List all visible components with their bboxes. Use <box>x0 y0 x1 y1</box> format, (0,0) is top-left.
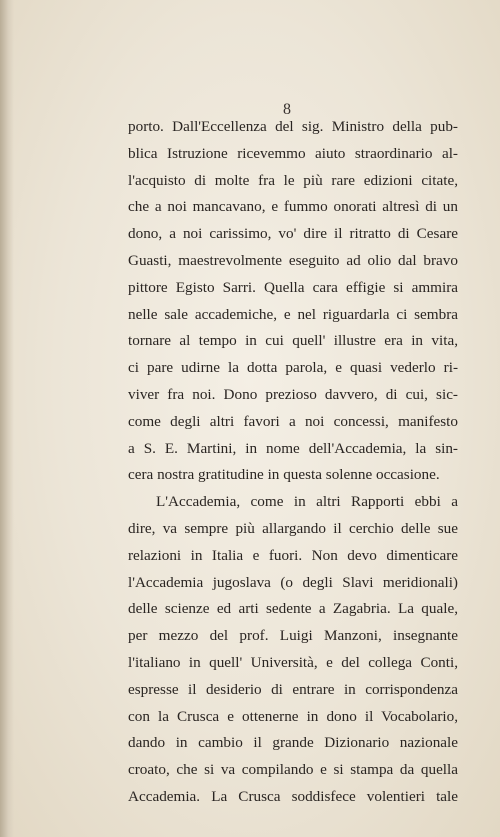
text-line: blica Istruzione ricevemmo aiuto straordinario al- <box>128 144 458 162</box>
text-line: dando in cambio il grande Dizionario nazionale <box>128 734 458 752</box>
text-line: relazioni in Italia e fuori. Non devo dimenticare <box>128 546 458 564</box>
text-line: l'acquisto di molte fra le più rare edizioni citate, <box>128 171 458 189</box>
text-line: dire, va sempre più allargando il cerchio delle sue <box>128 519 458 537</box>
text-line: Guasti, maestrevolmente eseguito ad olio dal bravo <box>128 251 458 269</box>
text-line: per mezzo del prof. Luigi Manzoni, insegnante <box>128 627 458 645</box>
text-line: porto. Dall'Eccellenza del sig. Ministro della pub- <box>128 118 458 135</box>
text-line: l'italiano in quell' Università, e del collega Conti, <box>128 653 458 671</box>
text-line: croato, che si va compilando e si stampa da quella <box>128 761 458 779</box>
text-line: delle scienze ed arti sedente a Zagabria. La quale, <box>128 600 458 618</box>
text-line: dono, a noi carissimo, vo' dire il ritratto di Cesare <box>128 225 458 243</box>
text-line: Accademia. La Crusca soddisfece volentieri tale <box>128 787 458 805</box>
text-line: pittore Egisto Sarri. Quella cara effigie si ammira <box>128 278 458 296</box>
page-binding-edge <box>0 0 14 837</box>
text-line: nelle sale accademiche, e nel riguardarla ci sembra <box>128 305 458 323</box>
text-line: tornare al tempo in cui quell' illustre era in vita, <box>128 332 458 350</box>
text-line: L'Accademia, come in altri Rapporti ebbi a <box>156 493 458 511</box>
body-text <box>128 114 458 811</box>
text-line: con la Crusca e ottenerne in dono il Vocabolario, <box>128 707 458 725</box>
text-line: che a noi mancavano, e fummo onorati altresì di un <box>128 198 458 216</box>
text-line: cera nostra gratitudine in questa solenne occasione. <box>128 466 440 484</box>
text-line: come degli altri favori a noi concessi, manifesto <box>128 412 458 430</box>
text-line: ci pare udirne la dotta parola, e quasi vederlo ri- <box>128 359 458 377</box>
page-number: 8 <box>283 101 292 118</box>
text-line: viver fra noi. Dono prezioso davvero, di cui, sic- <box>128 385 458 403</box>
text-line: a S. E. Martini, in nome dell'Accademia, la sin- <box>128 439 458 457</box>
text-line: l'Accademia jugoslava (o degli Slavi meridionali) <box>128 573 458 591</box>
text-line: espresse il desiderio di entrare in corrispondenza <box>128 680 458 698</box>
